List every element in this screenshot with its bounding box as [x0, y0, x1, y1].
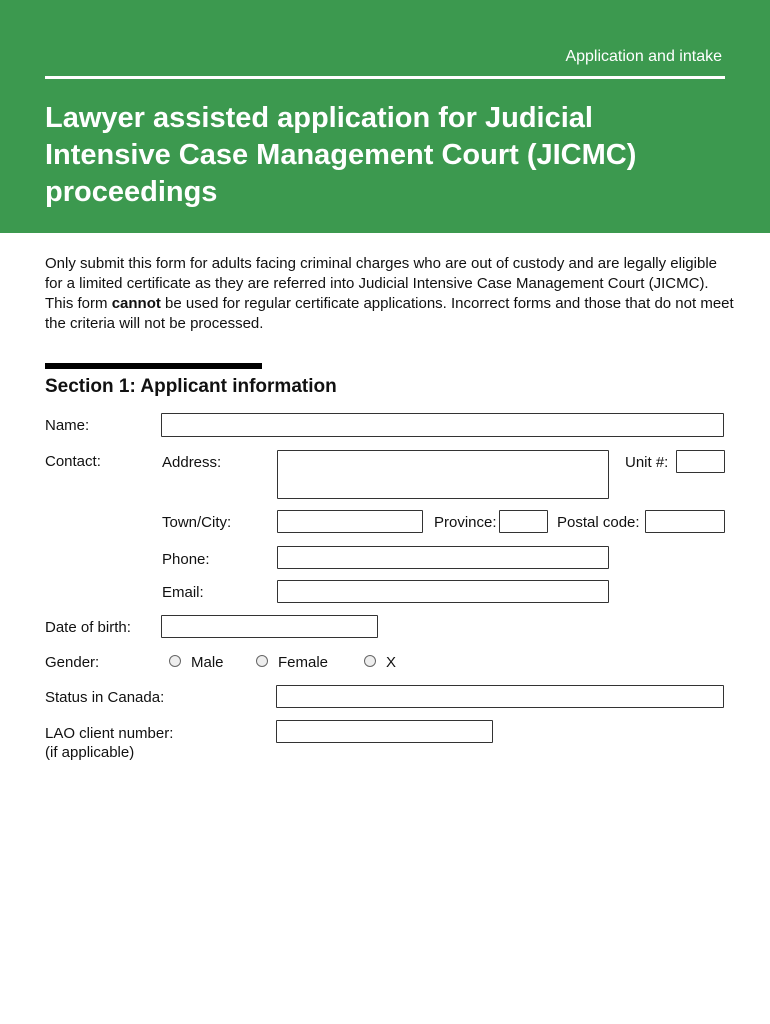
lao-client-number-field[interactable] — [276, 720, 493, 743]
postal-code-label: Postal code: — [557, 514, 640, 531]
dob-label: Date of birth: — [45, 619, 131, 636]
province-field[interactable] — [499, 510, 548, 533]
gender-male-radio[interactable] — [169, 655, 181, 667]
unit-field[interactable] — [676, 450, 725, 473]
gender-male-label: Male — [191, 654, 224, 671]
lao-note: (if applicable) — [45, 744, 135, 761]
intro-text-start: Only submit this form for adults facing criminal charges who are out of custody and are legally eligible for a limited certificate as they are referred into Judicial Intensive Case Management Court (JICMC). This form — [45, 255, 717, 312]
header-category: Application and intake — [565, 48, 722, 65]
header-divider — [45, 76, 725, 79]
gender-female-radio[interactable] — [256, 655, 268, 667]
email-label: Email: — [162, 584, 204, 601]
contact-label: Contact: — [45, 453, 101, 470]
email-field[interactable] — [277, 580, 609, 603]
section-1-title: Section 1: Applicant information — [45, 376, 337, 397]
name-label: Name: — [45, 417, 90, 434]
page-title: Lawyer assisted application for Judicial Intensive Case Management Court (JICMC) proceedings — [45, 102, 637, 208]
phone-field[interactable] — [277, 546, 609, 569]
gender-x-radio[interactable] — [364, 655, 376, 667]
gender-female-label: Female — [278, 654, 329, 671]
section-divider — [45, 363, 262, 369]
postal-code-field[interactable] — [645, 510, 725, 533]
status-field[interactable] — [276, 685, 724, 708]
lao-label: LAO client number: — [45, 725, 174, 742]
intro-emphasis: cannot — [111, 295, 161, 312]
town-label: Town/City: — [162, 514, 232, 531]
town-field[interactable] — [277, 510, 423, 533]
name-field[interactable] — [161, 413, 724, 437]
gender-x-label: X — [386, 654, 397, 671]
address-field[interactable] — [277, 450, 609, 499]
gender-label: Gender: — [45, 654, 100, 671]
intro-text-end: be used for regular certificate applications. Incorrect forms and those that do not meet the criteria will not be processed. — [45, 295, 734, 332]
unit-label: Unit #: — [625, 454, 669, 471]
province-label: Province: — [434, 514, 497, 531]
address-label: Address: — [162, 454, 222, 471]
intro-paragraph — [45, 254, 735, 334]
dob-field[interactable] — [161, 615, 378, 638]
status-label: Status in Canada: — [45, 689, 165, 706]
phone-label: Phone: — [162, 551, 210, 568]
page-header — [0, 0, 770, 233]
